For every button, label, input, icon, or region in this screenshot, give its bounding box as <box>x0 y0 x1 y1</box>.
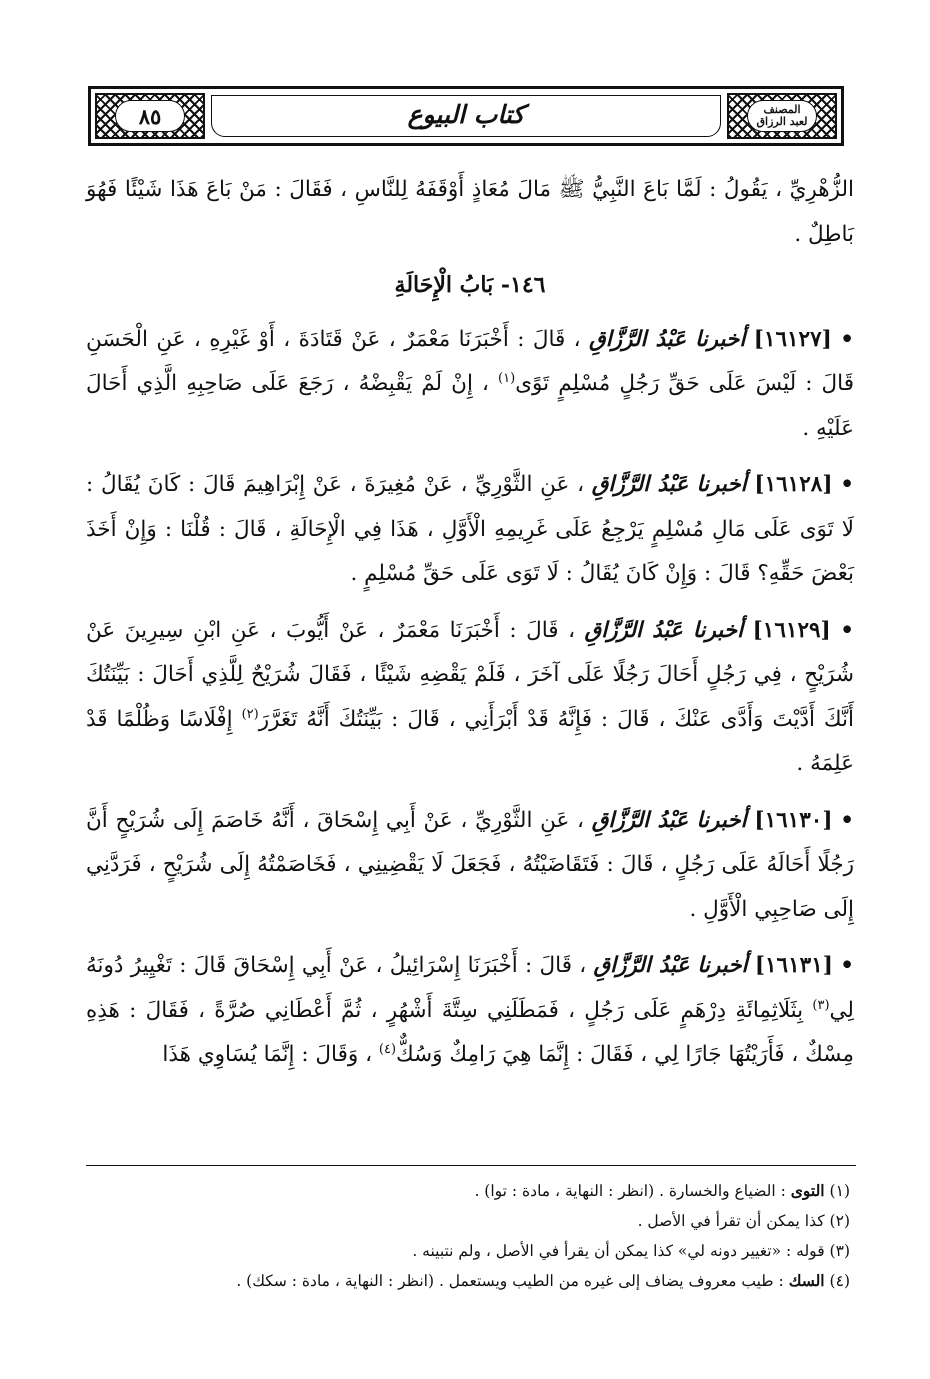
footnotes <box>86 1176 850 1296</box>
series-title <box>757 104 808 128</box>
bullet-icon: • <box>840 326 854 352</box>
footnote-ref[interactable]: (٢) <box>241 706 259 722</box>
footnote-divider <box>86 1165 856 1166</box>
hadith-number: [١٦١٣١] <box>754 953 833 978</box>
hadith-paragraph <box>86 463 854 597</box>
footnote-term: السك <box>788 1271 825 1290</box>
hadith-isnad: أخبرنا عَبْدُ الرَّزَّاقِ <box>584 617 744 643</box>
bullet-icon: • <box>840 472 854 497</box>
hadith-text-cont: ، وَقَالَ : إِنَّمَا يُسَاوِي هَذَا <box>162 1042 373 1067</box>
hadith-number: [١٦١٢٨] <box>754 472 833 497</box>
footnote-ref[interactable]: (٣) <box>812 997 830 1013</box>
hadith-number: [١٦١٢٩] <box>752 617 831 643</box>
bullet-icon: • <box>840 953 854 978</box>
hadith-paragraph <box>86 799 854 933</box>
series-title-plate <box>747 100 817 132</box>
footnote-text: قوله : «تغيير دونه لي» كذا يمكن أن يقرأ في الأصل ، ولم نتبينه . <box>412 1242 825 1260</box>
series-title-line1: المصنف <box>763 103 801 116</box>
hadith-number: [١٦١٢٧] <box>753 326 832 352</box>
hadith-text: ، عَنِ الثَّوْرِيِّ ، عَنْ مُغِيرَةَ ، عَنْ إِبْرَاهِيمَ قَالَ : كَانَ يُقَالُ : لَا تَوَى عَلَى مَالِ مُسْلِمٍ يَرْجِعُ عَلَى غَرِيمِهِ الْأَوَّلِ ، هَذَا فِي الْإِحَالَةِ ، قَالَ : قُلْنَا : وَإِنْ أَخَذَ بَعْضَ حَقِّهِ؟ قَالَ : وَإِنْ كَانَ يُقَالُ : لَا تَوَى عَلَى حَقِّ مُسْلِمٍ . <box>86 472 854 586</box>
hadith-paragraph <box>86 944 854 1078</box>
section-title: ١٤٦- بَابُ الْإِحَالَةِ <box>394 272 546 298</box>
bullet-icon: • <box>840 617 855 643</box>
footnote-text: : طيب معروف يضاف إلى غيره من الطيب ويستعمل . (انظر : النهاية ، مادة : سكك) . <box>236 1272 784 1290</box>
hadith-isnad: أخبرنا عَبْدُ الرَّزَّاقِ <box>591 807 747 833</box>
chapter-title: كتاب البيوع <box>407 100 525 129</box>
page-header <box>88 86 844 146</box>
hadith-number: [١٦١٣٠] <box>754 807 833 833</box>
footnote <box>86 1266 850 1296</box>
series-title-ornament <box>727 93 837 139</box>
footnote <box>86 1206 850 1236</box>
footnote-text: : الضياع والخسارة . (انظر : النهاية ، مادة : توا) . <box>474 1182 786 1200</box>
hadith-text-cont: إِفْلَاسًا وَظُلْمًا قَدْ عَلِمَهُ . <box>86 706 854 776</box>
hadith-paragraph <box>86 318 854 452</box>
footnote-ref[interactable]: (٤) <box>378 1041 397 1057</box>
page-number-ornament <box>95 93 205 139</box>
footnote-number: (٤) <box>829 1272 850 1290</box>
hadith-text: ، قَالَ : أَخْبَرَنَا مَعْمَرٌ ، عَنْ أَيُّوبَ ، عَنِ ابْنِ سِيرِينَ عَنْ شُرَيْحٍ ، فِي رَجُلٍ أَحَالَ رَجُلًا عَلَى آخَرَ ، فَلَمْ يَقْضِهِ شَيْئًا ، فَقَالَ شُرَيْحٌ لِلَّذِي أَحَالَ : بَيِّنَتُكَ أَنَّكَ أَدَّيْتَ وَأَدَّى عَنْكَ ، قَالَ : فَإِنَّهُ قَدْ أَبْرَأَنِي ، قَالَ : بَيِّنَتُكَ أَنَّهُ تَغَرَّرَ <box>86 617 854 732</box>
series-title-line2: لعبد الرزاق <box>756 115 808 128</box>
hadith-text: ، عَنِ الثَّوْرِيِّ ، عَنْ أَبِي إِسْحَاقَ ، أَنَّهُ خَاصَمَ إِلَى شُرَيْحٍ أَنَّ رَجُلًا أَحَالَهُ عَلَى رَجُلٍ ، قَالَ : فَتَقَاضَيْتُهُ ، فَجَعَلَ لَا يَقْضِينِي ، فَخَاصَمْتُهُ إِلَى شُرَيْحٍ ، فَرَدَّنِي إِلَى صَاحِبِي الْأَوَّلِ . <box>86 807 854 922</box>
main-text <box>86 168 854 1090</box>
footnote-ref[interactable]: (١) <box>498 370 516 386</box>
bullet-icon: • <box>840 807 854 833</box>
hadith-paragraph <box>86 609 854 787</box>
footnote-number: (٢) <box>829 1212 850 1230</box>
page-number: ٨٥ <box>138 103 162 129</box>
hadith-text: ، قَالَ : أَخْبَرَنَا مَعْمَرٌ ، عَنْ قَتَادَةَ ، أَوْ غَيْرِهِ ، عَنِ الْحَسَنِ قَالَ : لَيْسَ عَلَى حَقِّ رَجُلٍ مُسْلِمٍ تَوًى <box>86 326 854 396</box>
footnote-number: (١) <box>829 1182 850 1200</box>
footnote-text: كذا يمكن أن تقرأ في الأصل . <box>637 1212 825 1230</box>
page-number-plate <box>115 100 185 132</box>
hadith-text: ، قَالَ : أَخْبَرَنَا إِسْرَائِيلُ ، عَنْ أَبِي إِسْحَاقَ قَالَ : تَغْيِيرُ دُونَهُ لِي <box>86 953 854 1023</box>
footnote-number: (٣) <box>829 1242 850 1260</box>
hadith-text-cont: بِثَلَاثِمِائَةِ دِرْهَمٍ عَلَى رَجُلٍ ، فَمَطَلَنِي سِتَّةَ أَشْهُرٍ ، ثُمَّ أَعْطَانِي صُرَّةً ، فَقَالَ : هَذِهِ مِسْكٌ ، فَأَرَيْتُهَا جَارًا لِي ، فَقَالَ : إِنَّمَا هِيَ رَامِكٌ وَسُكٌّ <box>86 997 854 1067</box>
hadith-isnad: أخبرنا عَبْدُ الرَّزَّاقِ <box>593 953 748 978</box>
intro-paragraph: الزُّهْرِيِّ ، يَقُولُ : لَمَّا بَاعَ النَّبِيُّ ﷺ مَالَ مُعَاذٍ أَوْقَفَهُ لِلنَّاسِ ، فَقَالَ : مَنْ بَاعَ هَذَا شَيْئًا فَهُوَ بَاطِلٌ . <box>86 177 854 247</box>
footnote-term: التوى <box>790 1181 825 1200</box>
footnote <box>86 1236 850 1266</box>
hadith-isnad: أخبرنا عَبْدُ الرَّزَّاقِ <box>589 326 746 352</box>
chapter-title-frame <box>211 95 721 137</box>
hadith-isnad: أخبرنا عَبْدُ الرَّزَّاقِ <box>591 472 747 497</box>
footnote <box>86 1176 850 1206</box>
hadith-text-cont: ، إِنْ لَمْ يَقْبِضْهُ ، رَجَعَ عَلَى صَاحِبِهِ الَّذِي أَحَالَ عَلَيْهِ . <box>86 371 854 441</box>
